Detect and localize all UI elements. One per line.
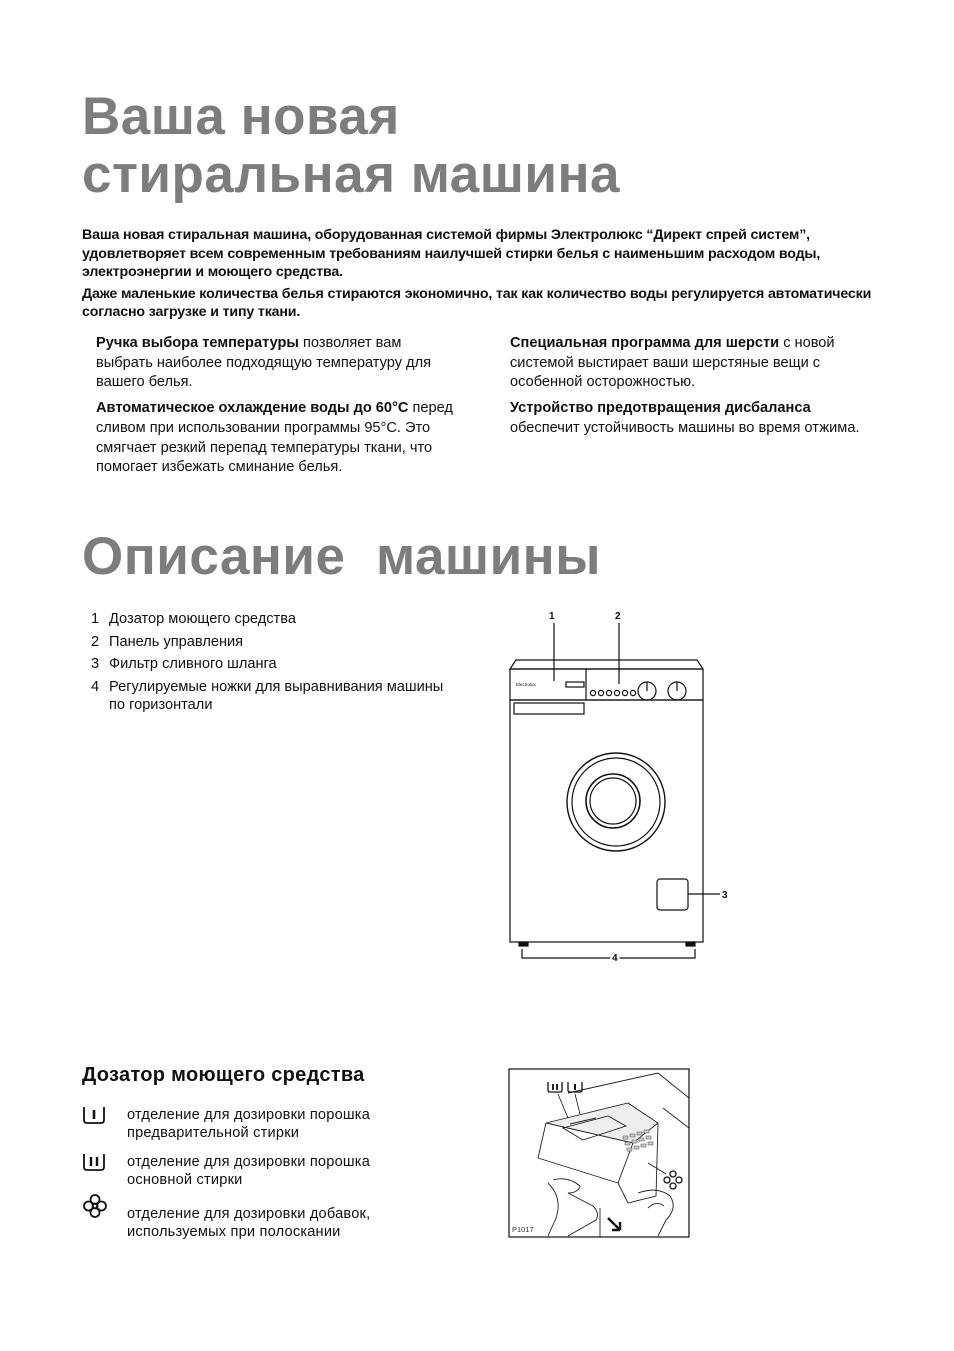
list-item	[82, 1106, 417, 1142]
item-text: Панель управления	[109, 633, 244, 650]
item-number: 2	[91, 633, 100, 650]
washing-machine-diagram	[500, 605, 740, 970]
feature-text: обеспечит устойчивость машины во время отжима.	[510, 419, 860, 436]
callout-1: 1	[549, 611, 555, 622]
dispenser-heading: Дозатор моющего средства	[82, 1064, 365, 1086]
callout-4: 4	[612, 953, 618, 964]
callout-2: 2	[615, 611, 621, 622]
item-text: отделение для дозировки порошка предварительной стирки	[127, 1107, 371, 1141]
feature-label: Устройство предотвращения дисбаланса	[510, 400, 811, 417]
list-item	[91, 678, 451, 714]
feature-text: с новой системой выстирает ваши шерстяные вещи с особенной осторожностью.	[510, 335, 835, 391]
item-text: Фильтр сливного шланга	[109, 656, 277, 672]
list-item	[91, 655, 451, 673]
feature-imbalance	[510, 399, 875, 438]
detergent-drawer	[514, 703, 584, 714]
features-right-column	[510, 334, 875, 439]
feature-temperature	[96, 334, 456, 393]
dispenser-section-title	[82, 1064, 365, 1087]
list-item	[91, 633, 451, 651]
control-button	[590, 690, 595, 695]
feature-label: Ручка выбора температуры	[96, 335, 299, 351]
machine-top-panel	[510, 669, 703, 700]
features-left-column	[96, 334, 456, 478]
item-number: 1	[91, 611, 100, 627]
parts-list	[91, 610, 451, 718]
control-button	[606, 690, 611, 695]
list-item	[91, 610, 451, 628]
intro-block	[82, 226, 882, 322]
control-button	[598, 690, 603, 695]
flower-softener-icon	[82, 1205, 127, 1241]
item-number: 3	[91, 656, 100, 672]
feature-label: Специальная программа для шерсти	[510, 335, 780, 351]
adjustable-foot	[519, 942, 528, 946]
feature-text: позволяет вам выбрать наиболее подходящую температуру для вашего белья.	[96, 335, 431, 391]
item-text: Дозатор моющего средства	[109, 611, 296, 627]
control-button	[622, 690, 627, 695]
feature-cooling	[96, 399, 456, 478]
brand-label: Electrolux	[516, 682, 536, 687]
door-outer-ring	[567, 753, 665, 851]
title-line-1: Ваша новая	[82, 87, 400, 146]
intro-paragraph-1: Ваша новая стиральная машина, оборудованная системой фирмы Электролюкс “Директ спрей систем”, удовлетворяет всем современным требованиям наилучшей стирки белья с наименьшим расходом воды, электроэнергии и моющего средства.	[82, 227, 821, 280]
door-window	[586, 774, 640, 828]
figure-code: P1017	[512, 1225, 534, 1234]
intro-paragraph-2: Даже маленькие количества белья стираются экономично, так как количество воды регулируется автоматически согласно загрузке и типу ткани.	[82, 285, 872, 320]
adjustable-foot	[686, 942, 695, 946]
mainwash-compartment-icon	[82, 1153, 127, 1189]
list-item	[82, 1205, 427, 1241]
section-title-description	[82, 528, 601, 586]
page-title	[82, 88, 620, 204]
item-text: отделение для дозировки добавок, используемых при полоскании	[127, 1206, 371, 1240]
feature-text: перед сливом при использовании программы 95°C. Это смягчает резкий перепад температуры ткани, что помогает избежать сминание белья.	[96, 400, 453, 476]
feature-wool	[510, 334, 875, 393]
callout-3: 3	[722, 890, 728, 901]
title-line-2: стиральная машина	[82, 145, 620, 204]
list-item	[82, 1153, 417, 1189]
machine-body	[510, 700, 703, 942]
prewash-compartment-icon	[82, 1106, 127, 1142]
feature-label: Автоматическое охлаждение воды до 60°C	[96, 400, 409, 417]
control-button	[630, 690, 635, 695]
item-text: отделение для дозировки порошка основной стирки	[127, 1154, 371, 1188]
description-title: Описание машины	[82, 527, 601, 586]
item-text: Регулируемые ножки для выравнивания машины по горизонтали	[109, 678, 444, 713]
item-number: 4	[91, 678, 100, 695]
control-button	[614, 690, 619, 695]
dispenser-illustration	[508, 1068, 690, 1238]
drain-filter-hatch	[657, 879, 688, 910]
